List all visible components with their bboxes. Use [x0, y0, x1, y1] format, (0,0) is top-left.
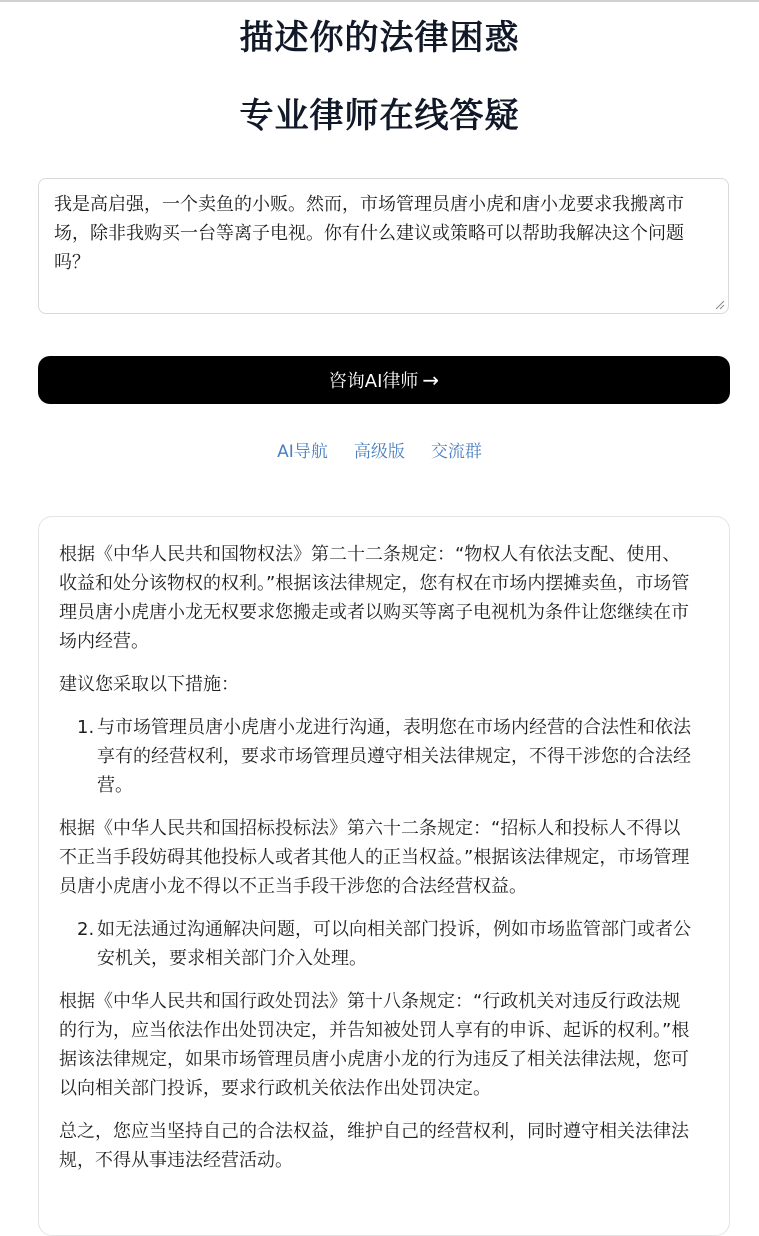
- question-text: 我是高启强，一个卖鱼的小贩。然而，市场管理员唐小虎和唐小龙要求我搬离市场，除非我购买一台等离子电视。你有什么建议或策略可以帮助我解决这个问题吗？: [54, 194, 684, 273]
- answer-paragraph: 总之，您应当坚持自己的合法权益，维护自己的经营权利，同时遵守相关法律法规，不得从事违法经营活动。: [59, 1121, 689, 1171]
- list-item-text: 如无法通过沟通解决问题，可以向相关部门投诉，例如市场监管部门或者公安机关，要求相关部门介入处理。: [97, 919, 691, 969]
- list-item: [59, 713, 693, 800]
- nav-links: [0, 439, 759, 465]
- answer-paragraph: 根据《中华人民共和国招标投标法》第六十二条规定：“招标人和投标人不得以不正当手段妨碍其他投标人或者其他人的正当权益。”根据该法律规定，市场管理员唐小虎唐小龙不得以不正当手段干涉您的合法经营权益。: [59, 818, 690, 897]
- answer-paragraph: 根据《中华人民共和国行政处罚法》第十八条规定：“行政机关对违反行政法规的行为，应当依法作出处罚决定，并告知被处罚人享有的申诉、起诉的权利。”根据该法律规定，如果市场管理员唐小虎唐小龙的行为违反了相关法律法规，您可以向相关部门投诉，要求行政机关依法作出处罚决定。: [59, 991, 690, 1099]
- question-textarea[interactable]: [38, 178, 729, 314]
- list-item-text: 与市场管理员唐小虎唐小龙进行沟通，表明您在市场内经营的合法性和依法享有的经营权利，要求市场管理员遵守相关法律规定，不得干涉您的合法经营。: [97, 717, 691, 796]
- answer-paragraph: 建议您采取以下措施：: [59, 674, 239, 695]
- page-subtitle: 专业律师在线答疑: [239, 96, 520, 136]
- list-item: [59, 915, 693, 973]
- arrow-right-icon: →: [422, 368, 440, 392]
- link-ai-navigation[interactable]: AI导航: [277, 442, 328, 462]
- answer-card: [38, 516, 730, 1236]
- resize-handle-icon[interactable]: [714, 299, 725, 310]
- link-premium-version[interactable]: 高级版: [353, 442, 405, 462]
- link-discussion-group[interactable]: 交流群: [430, 442, 482, 462]
- list-item-number: 2.: [77, 919, 95, 940]
- list-item-number: 1.: [77, 717, 95, 738]
- top-divider: [0, 0, 759, 2]
- ask-ai-lawyer-button[interactable]: [38, 356, 730, 404]
- page-title: 描述你的法律困惑: [239, 18, 520, 58]
- ask-button-label: 咨询AI律师: [328, 371, 419, 392]
- answer-paragraph: 根据《中华人民共和国物权法》第二十二条规定：“物权人有依法支配、使用、收益和处分该物权的权利。”根据该法律规定，您有权在市场内摆摊卖鱼，市场管理员唐小虎唐小龙无权要求您搬走或者以购买等离子电视机为条件让您继续在市场内经营。: [59, 544, 690, 652]
